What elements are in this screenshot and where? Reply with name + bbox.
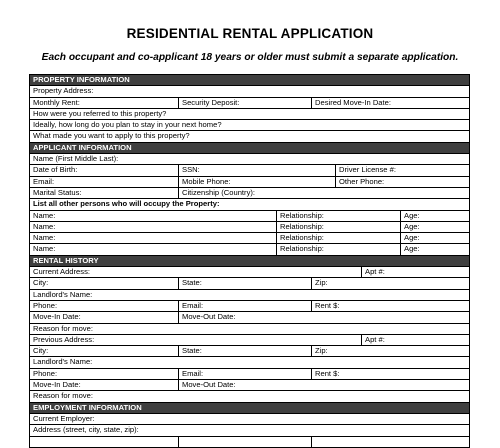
previous-rent-field[interactable]: Rent $: bbox=[312, 368, 470, 379]
occupant-relationship-field[interactable]: Relationship: bbox=[277, 233, 401, 244]
employment-blank-cell[interactable] bbox=[179, 436, 312, 447]
referral-field[interactable]: How were you referred to this property? bbox=[30, 108, 470, 119]
current-move-out-field[interactable]: Move-Out Date: bbox=[179, 312, 470, 323]
current-employer-field[interactable]: Current Employer: bbox=[30, 413, 470, 424]
page-title: RESIDENTIAL RENTAL APPLICATION bbox=[126, 26, 374, 41]
monthly-rent-field[interactable]: Monthly Rent: bbox=[30, 97, 179, 108]
previous-move-reason-field[interactable]: Reason for move: bbox=[30, 391, 470, 402]
section-header-applicant: APPLICANT INFORMATION bbox=[30, 142, 470, 153]
current-landlord-email-field[interactable]: Email: bbox=[179, 300, 312, 311]
occupant-name-field[interactable]: Name: bbox=[30, 210, 277, 221]
occupant-name-field[interactable]: Name: bbox=[30, 233, 277, 244]
section-header-rental: RENTAL HISTORY bbox=[30, 255, 470, 266]
previous-landlord-email-field[interactable]: Email: bbox=[179, 368, 312, 379]
citizenship-field[interactable]: Citizenship (Country): bbox=[179, 187, 470, 198]
occupant-age-field[interactable]: Age: bbox=[401, 221, 470, 232]
security-deposit-field[interactable]: Security Deposit: bbox=[179, 97, 312, 108]
dob-field[interactable]: Date of Birth: bbox=[30, 165, 179, 176]
occupant-relationship-field[interactable]: Relationship: bbox=[277, 221, 401, 232]
mobile-phone-field[interactable]: Mobile Phone: bbox=[179, 176, 336, 187]
stay-length-field[interactable]: Ideally, how long do you plan to stay in your next home? bbox=[30, 120, 470, 131]
employment-blank-cell[interactable] bbox=[312, 436, 470, 447]
current-apt-field[interactable]: Apt #: bbox=[362, 267, 470, 278]
previous-move-in-field[interactable]: Move-In Date: bbox=[30, 380, 179, 391]
occupant-age-field[interactable]: Age: bbox=[401, 244, 470, 255]
occupant-name-field[interactable]: Name: bbox=[30, 244, 277, 255]
occupant-relationship-field[interactable]: Relationship: bbox=[277, 210, 401, 221]
move-in-date-field[interactable]: Desired Move-In Date: bbox=[312, 97, 470, 108]
occupants-heading: List all other persons who will occupy the Property: bbox=[30, 199, 470, 210]
current-zip-field[interactable]: Zip: bbox=[312, 278, 470, 289]
previous-address-field[interactable]: Previous Address: bbox=[30, 334, 362, 345]
property-address-field[interactable]: Property Address: bbox=[30, 86, 470, 97]
occupant-age-field[interactable]: Age: bbox=[401, 233, 470, 244]
occupant-relationship-field[interactable]: Relationship: bbox=[277, 244, 401, 255]
apply-reason-field[interactable]: What made you want to apply to this property? bbox=[30, 131, 470, 142]
current-landlord-phone-field[interactable]: Phone: bbox=[30, 300, 179, 311]
previous-apt-field[interactable]: Apt #: bbox=[362, 334, 470, 345]
occupant-name-field[interactable]: Name: bbox=[30, 221, 277, 232]
current-move-reason-field[interactable]: Reason for move: bbox=[30, 323, 470, 334]
section-header-property: PROPERTY INFORMATION bbox=[30, 75, 470, 86]
ssn-field[interactable]: SSN: bbox=[179, 165, 336, 176]
previous-zip-field[interactable]: Zip: bbox=[312, 346, 470, 357]
driver-license-field[interactable]: Driver License #: bbox=[336, 165, 470, 176]
occupant-age-field[interactable]: Age: bbox=[401, 210, 470, 221]
previous-city-field[interactable]: City: bbox=[30, 346, 179, 357]
page-subtitle: Each occupant and co-applicant 18 years or older must submit a separate application. bbox=[41, 52, 459, 63]
employer-address-field[interactable]: Address (street, city, state, zip): bbox=[30, 425, 470, 436]
current-city-field[interactable]: City: bbox=[30, 278, 179, 289]
other-phone-field[interactable]: Other Phone: bbox=[336, 176, 470, 187]
previous-landlord-field[interactable]: Landlord's Name: bbox=[30, 357, 470, 368]
applicant-name-field[interactable]: Name (First Middle Last): bbox=[30, 154, 470, 165]
current-state-field[interactable]: State: bbox=[179, 278, 312, 289]
previous-landlord-phone-field[interactable]: Phone: bbox=[30, 368, 179, 379]
previous-state-field[interactable]: State: bbox=[179, 346, 312, 357]
employment-blank-cell[interactable] bbox=[30, 436, 179, 447]
current-landlord-field[interactable]: Landlord's Name: bbox=[30, 289, 470, 300]
application-form bbox=[29, 74, 470, 448]
current-move-in-field[interactable]: Move-In Date: bbox=[30, 312, 179, 323]
section-header-employment: EMPLOYMENT INFORMATION bbox=[30, 402, 470, 413]
current-address-field[interactable]: Current Address: bbox=[30, 267, 362, 278]
email-field[interactable]: Email: bbox=[30, 176, 179, 187]
previous-move-out-field[interactable]: Move-Out Date: bbox=[179, 380, 470, 391]
current-rent-field[interactable]: Rent $: bbox=[312, 300, 470, 311]
marital-status-field[interactable]: Marital Status: bbox=[30, 187, 179, 198]
